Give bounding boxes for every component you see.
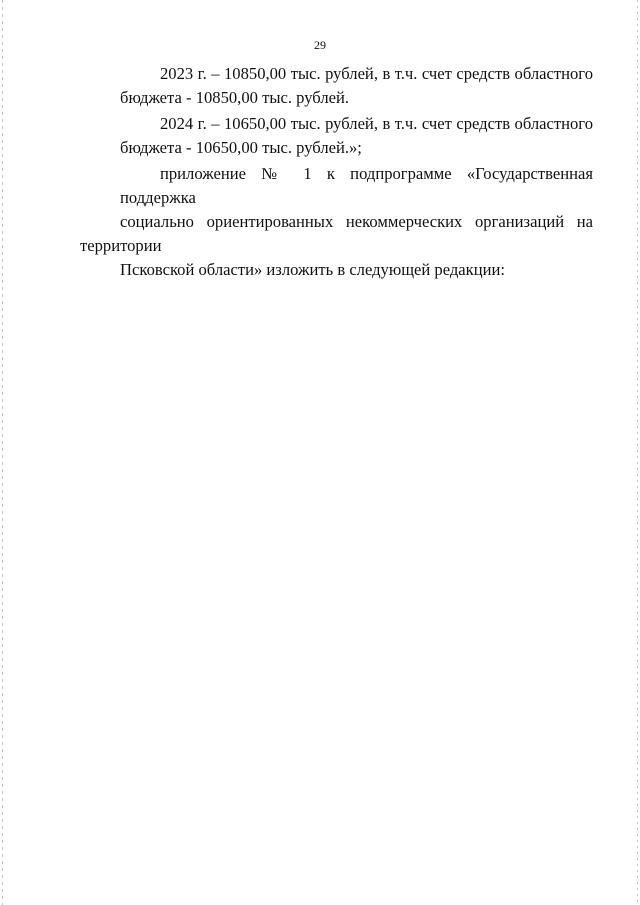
paragraph-line: бюджета - 10850,00 тыс. рублей. <box>120 88 349 107</box>
scan-edge-left <box>2 0 3 905</box>
paragraph-line: бюджета - 10650,00 тыс. рублей.»; <box>120 138 362 157</box>
scan-edge-right <box>637 0 638 905</box>
page-number: 29 <box>314 38 326 52</box>
paragraph-line: 2023 г. – 10850,00 тыс. рублей, в т.ч. счет средств областного <box>160 64 593 83</box>
paragraph-2023-funding <box>80 62 593 110</box>
paragraph-line: социально ориентированных некоммерческих организаций на территории <box>80 212 593 255</box>
paragraph-line: приложение № 1 к подпрограмме «Государственная поддержка <box>120 164 593 207</box>
paragraph-line: Псковской области» изложить в следующей редакции: <box>120 260 505 279</box>
paragraph-2024-funding <box>80 112 593 160</box>
document-body <box>80 62 593 284</box>
paragraph-line: 2024 г. – 10650,00 тыс. рублей, в т.ч. счет средств областного <box>160 114 593 133</box>
paragraph-appendix-instruction <box>80 162 593 282</box>
